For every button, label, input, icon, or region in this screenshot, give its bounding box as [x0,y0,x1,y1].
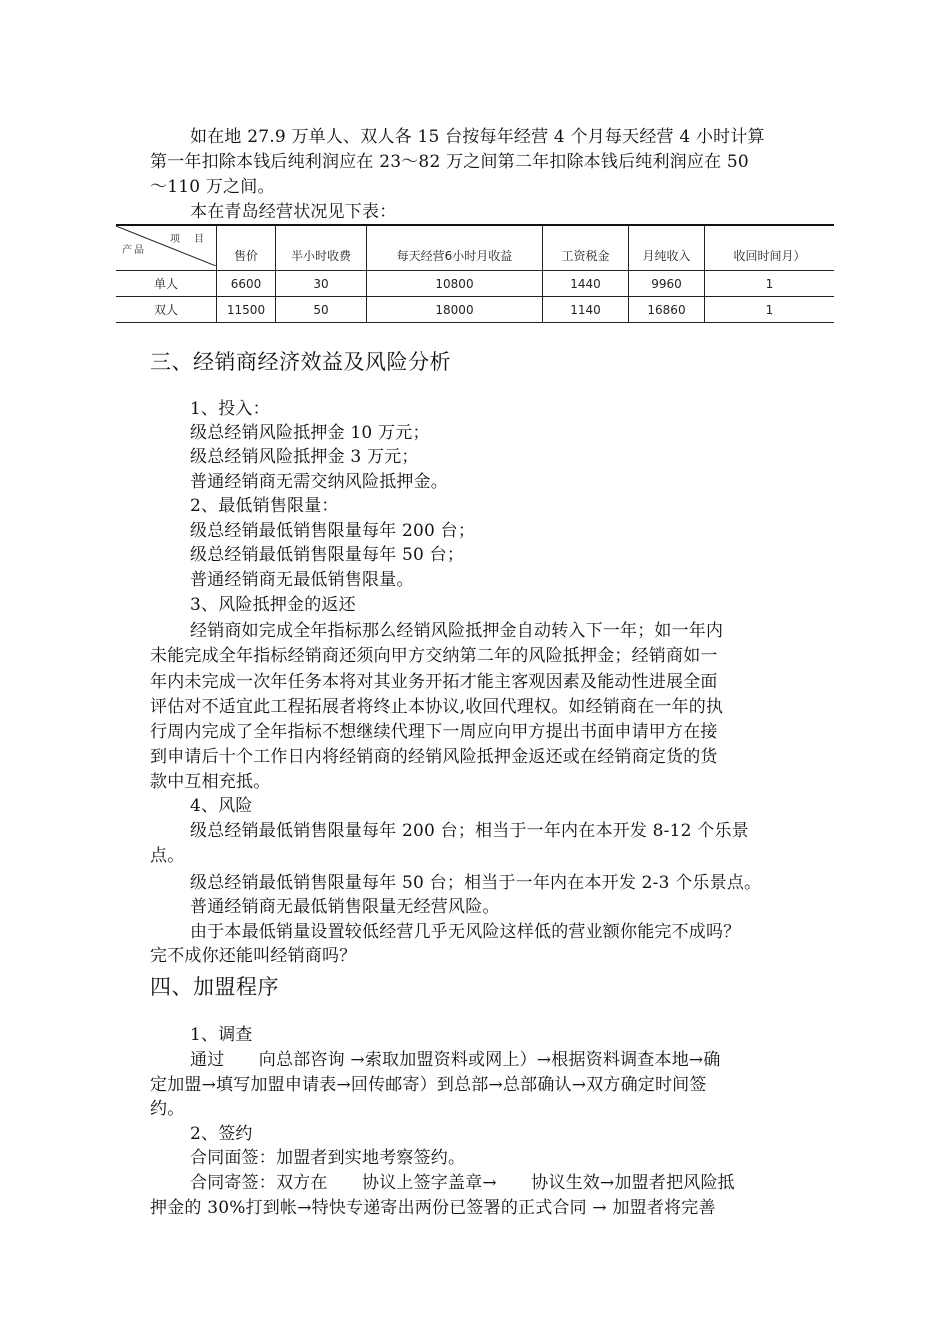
s3-line: 级总经销最低销售限量每年 200 台； [190,521,476,541]
s3-line: 级总经销最低销售限量每年 50 台； [190,545,465,565]
table-header-row [116,225,834,271]
table-row [116,297,834,323]
business-table [116,224,834,323]
s4-line: 约。 [150,1099,185,1119]
s3-line: 经销商如完成全年指标那么经销风险抵押金自动转入下一年；如一年内 [190,621,724,641]
s3-line: 普通经销商无需交纳风险抵押金。 [190,472,448,492]
s3-line: 未能完成全年指标经销商还须向甲方交纳第二年的风险抵押金；经销商如一 [150,646,718,666]
s4-line: 定加盟→填写加盟申请表→回传邮寄）到总部→总部确认→双方确定时间签 [150,1075,707,1095]
s4-line: 2、签约 [190,1124,253,1144]
s3-line: 级总经销风险抵押金 10 万元； [190,423,430,443]
diagonal-header-cell [116,225,217,271]
s3-line: 行周内完成了全年指标不想继续代理下一周应向甲方提出书面申请甲方在接 [150,722,718,742]
table-cell: 10800 [367,271,543,297]
s3-line: 4、风险 [190,796,253,816]
section-4-heading: 四、加盟程序 [150,975,279,999]
table-cell: 11500 [217,297,276,323]
intro-line-4: 本在青岛经营状况见下表： [190,202,397,222]
s4-line: 合同面签：加盟者到实地考察签约。 [190,1148,466,1168]
row-label: 双人 [116,297,217,323]
column-header: 月纯收入 [629,225,705,271]
s4-line: 合同寄签：双方在 协议上签字盖章→ 协议生效→加盟者把风险抵 [190,1173,735,1193]
s3-line: 2、最低销售限量： [190,496,339,516]
s3-line: 普通经销商无最低销售限量。 [190,570,414,590]
s3-line: 评估对不适宜此工程拓展者将终止本协议,收回代理权。如经销商在一年的执 [150,697,724,717]
s4-line: 通过 向总部咨询 →索取加盟资料或网上）→根据资料调查本地→确 [190,1050,721,1070]
s3-line: 1、投入： [190,399,270,419]
s4-line: 押金的 30%打到帐→特快专递寄出两份已签署的正式合同 → 加盟者将完善 [150,1198,716,1218]
s3-line: 年内未完成一次年任务本将对其业务开拓才能主客观因素及能动性进展全面 [150,672,718,692]
column-header: 每天经营6小时月收益 [367,225,543,271]
s3-line: 点。 [150,846,185,866]
s3-line: 完不成你还能叫经销商吗？ [150,946,357,966]
intro-line-3: ～110 万之间。 [150,177,275,197]
table-row [116,271,834,297]
table-cell: 18000 [367,297,543,323]
s3-line: 到申请后十个工作日内将经销商的经销风险抵押金返还或在经销商定货的货 [150,747,718,767]
table-cell: 1440 [543,271,629,297]
s3-line: 级总经销最低销售限量每年 200 台；相当于一年内在本开发 8-12 个乐景 [190,821,749,841]
column-header: 售价 [217,225,276,271]
s3-line: 普通经销商无最低销售限量无经营风险。 [190,897,500,917]
intro-line-2: 第一年扣除本钱后纯利润应在 23～82 万之间第二年扣除本钱后纯利润应在 50 [150,152,749,172]
table-cell: 30 [276,271,367,297]
table-cell: 6600 [217,271,276,297]
s3-line: 款中互相充抵。 [150,772,271,792]
s3-line: 级总经销风险抵押金 3 万元； [190,447,419,467]
column-header: 收回时间月） [705,225,835,271]
table-cell: 1 [705,297,835,323]
intro-line-1: 如在地 27.9 万单人、双人各 15 台按每年经营 4 个月每天经营 4 小时计算 [190,127,765,147]
diag-top-label: 项 目 [170,234,206,245]
diag-bottom-label: 产品 [122,245,146,256]
s3-line: 3、风险抵押金的返还 [190,595,356,615]
table-cell: 9960 [629,271,705,297]
column-header: 工资税金 [543,225,629,271]
table-cell: 1 [705,271,835,297]
s3-line: 级总经销最低销售限量每年 50 台；相当于一年内在本开发 2-3 个乐景点。 [190,873,762,893]
section-3-heading: 三、经销商经济效益及风险分析 [150,350,451,374]
column-header: 半小时收费 [276,225,367,271]
table-cell: 16860 [629,297,705,323]
row-label: 单人 [116,271,217,297]
s3-line: 由于本最低销量设置较低经营几乎无风险这样低的营业额你能完不成吗？ [190,922,741,942]
table-cell: 50 [276,297,367,323]
table-cell: 1140 [543,297,629,323]
s4-line: 1、调查 [190,1025,253,1045]
